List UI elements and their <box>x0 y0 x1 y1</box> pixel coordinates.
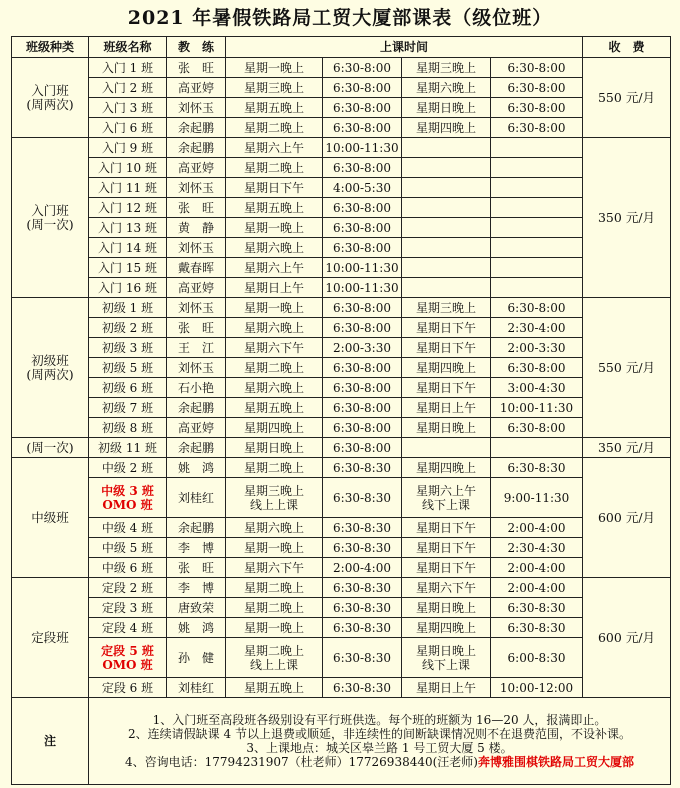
table-row <box>12 478 671 518</box>
coach-name: 余起鹏 <box>167 118 226 138</box>
time-1: 6:30-8:00 <box>323 318 402 338</box>
table-row <box>12 378 671 398</box>
class-name-line-1: 定段 5 班 <box>101 643 154 658</box>
day-1: 星期日下午 <box>226 178 323 198</box>
time-1: 10:00-11:30 <box>323 258 402 278</box>
coach-name: 余起鹏 <box>167 518 226 538</box>
note-line <box>89 713 670 727</box>
time-2: 6:00-8:30 <box>491 638 583 678</box>
class-name: 入门 12 班 <box>89 198 167 218</box>
page-title: 2021 年暑假铁路局工贸大厦部课表（级位班） <box>127 7 553 29</box>
header-category: 班级种类 <box>12 37 89 58</box>
note-line <box>89 755 670 769</box>
coach-name: 余起鹏 <box>167 438 226 458</box>
category-cell <box>12 58 89 138</box>
time-1: 6:30-8:00 <box>323 418 402 438</box>
day-2: 星期日晚上 <box>402 598 491 618</box>
category-label: (周一次) <box>26 439 74 455</box>
category-label: (周一次) <box>26 216 74 232</box>
time-2 <box>491 438 583 458</box>
class-name: 中级 5 班 <box>89 538 167 558</box>
fee-cell: 600 元/月 <box>583 458 671 578</box>
time-2: 2:30-4:00 <box>491 318 583 338</box>
day-2-line-2: 线下上课 <box>421 497 470 512</box>
day-1: 星期一晚上 <box>226 618 323 638</box>
class-name: 入门 1 班 <box>89 58 167 78</box>
day-1: 星期五晚上 <box>226 398 323 418</box>
time-1: 6:30-8:30 <box>323 578 402 598</box>
day-1: 星期六下午 <box>226 558 323 578</box>
notes-row <box>12 698 671 785</box>
notes-content <box>89 698 671 785</box>
day-1: 星期一晚上 <box>226 538 323 558</box>
day-1-line-2: 线上上课 <box>249 657 298 672</box>
time-2: 6:30-8:00 <box>491 358 583 378</box>
coach-name: 张 旺 <box>167 198 226 218</box>
coach-name: 高亚婷 <box>167 278 226 298</box>
day-2: 星期日晚上 <box>402 98 491 118</box>
day-2 <box>402 278 491 298</box>
day-1-line-1: 星期三晚上 <box>243 483 304 498</box>
coach-name: 黄 静 <box>167 218 226 238</box>
category-label: 入门班 <box>31 202 69 218</box>
time-2 <box>491 178 583 198</box>
coach-name: 姚 鸿 <box>167 618 226 638</box>
notes-label: 注 <box>12 698 89 785</box>
time-2: 2:00-4:00 <box>491 558 583 578</box>
day-2 <box>402 238 491 258</box>
coach-name: 戴春晖 <box>167 258 226 278</box>
fee-cell: 600 元/月 <box>583 578 671 698</box>
class-name: 入门 10 班 <box>89 158 167 178</box>
header-class: 班级名称 <box>89 37 167 58</box>
time-2: 10:00-11:30 <box>491 398 583 418</box>
day-2 <box>402 438 491 458</box>
table-row <box>12 578 671 598</box>
time-2 <box>491 158 583 178</box>
day-2: 星期六晚上 <box>402 78 491 98</box>
table-row <box>12 178 671 198</box>
day-1: 星期一晚上 <box>226 218 323 238</box>
day-1: 星期六晚上 <box>226 318 323 338</box>
time-1: 6:30-8:30 <box>323 598 402 618</box>
table-row <box>12 58 671 78</box>
time-2: 6:30-8:00 <box>491 78 583 98</box>
table-row <box>12 438 671 458</box>
category-label: 中级班 <box>31 509 69 525</box>
class-name: 初级 11 班 <box>89 438 167 458</box>
time-1: 4:00-5:30 <box>323 178 402 198</box>
table-row <box>12 638 671 678</box>
day-2 <box>402 158 491 178</box>
day-1: 星期四晚上 <box>226 418 323 438</box>
time-1: 6:30-8:30 <box>323 638 402 678</box>
class-name: 中级 4 班 <box>89 518 167 538</box>
category-cell <box>12 138 89 298</box>
class-name-line-2: OMO 班 <box>102 497 153 512</box>
coach-name: 王 江 <box>167 338 226 358</box>
category-cell <box>12 298 89 438</box>
coach-name: 刘怀玉 <box>167 178 226 198</box>
day-1 <box>226 638 323 678</box>
day-2-line-2: 线下上课 <box>421 657 470 672</box>
table-row <box>12 518 671 538</box>
day-2: 星期四晚上 <box>402 618 491 638</box>
day-2: 星期日下午 <box>402 538 491 558</box>
time-2: 2:00-4:00 <box>491 518 583 538</box>
time-1: 6:30-8:00 <box>323 58 402 78</box>
time-2: 2:30-4:30 <box>491 538 583 558</box>
day-1: 星期二晚上 <box>226 118 323 138</box>
coach-name: 唐致荣 <box>167 598 226 618</box>
note-text: 4、咨询电话：17794231907（杜老师）17726938440(汪老师) <box>125 755 478 769</box>
day-2 <box>402 638 491 678</box>
coach-name: 刘怀玉 <box>167 98 226 118</box>
day-1: 星期六上午 <box>226 258 323 278</box>
time-2: 6:30-8:00 <box>491 298 583 318</box>
coach-name: 姚 鸿 <box>167 458 226 478</box>
day-1-line-1: 星期二晚上 <box>243 643 304 658</box>
time-2: 6:30-8:00 <box>491 98 583 118</box>
day-1: 星期二晚上 <box>226 158 323 178</box>
time-1: 6:30-8:30 <box>323 518 402 538</box>
class-name-line-2: OMO 班 <box>102 657 153 672</box>
time-2: 6:30-8:00 <box>491 118 583 138</box>
coach-name: 张 旺 <box>167 58 226 78</box>
class-name: 初级 3 班 <box>89 338 167 358</box>
time-1: 6:30-8:30 <box>323 678 402 698</box>
class-name: 定段 6 班 <box>89 678 167 698</box>
category-label: (周两次) <box>26 366 74 382</box>
day-2 <box>402 138 491 158</box>
day-2: 星期日晚上 <box>402 418 491 438</box>
coach-name: 刘怀玉 <box>167 298 226 318</box>
coach-name: 张 旺 <box>167 318 226 338</box>
time-2: 6:30-8:30 <box>491 618 583 638</box>
time-2 <box>491 218 583 238</box>
day-1: 星期二晚上 <box>226 458 323 478</box>
time-1: 10:00-11:30 <box>323 278 402 298</box>
day-2-line-1: 星期日晚上 <box>415 643 476 658</box>
class-name: 入门 15 班 <box>89 258 167 278</box>
schedule-table <box>11 36 671 785</box>
time-2: 2:00-3:30 <box>491 338 583 358</box>
table-row <box>12 238 671 258</box>
day-2: 星期四晚上 <box>402 458 491 478</box>
table-row <box>12 358 671 378</box>
day-1: 星期二晚上 <box>226 358 323 378</box>
day-1: 星期五晚上 <box>226 98 323 118</box>
class-name <box>89 638 167 678</box>
time-1: 6:30-8:00 <box>323 98 402 118</box>
time-2: 6:30-8:30 <box>491 598 583 618</box>
note-text: 1、入门班至高段班各级别设有平行班供选。每个班的班额为 16—20 人，报满即止。 <box>152 713 607 727</box>
header-coach: 教 练 <box>167 37 226 58</box>
table-row <box>12 98 671 118</box>
time-1: 6:30-8:00 <box>323 378 402 398</box>
table-row <box>12 558 671 578</box>
time-1: 6:30-8:00 <box>323 218 402 238</box>
coach-name: 高亚婷 <box>167 418 226 438</box>
class-name: 初级 1 班 <box>89 298 167 318</box>
note-text: 3、上课地点：城关区皋兰路 1 号工贸大厦 5 楼。 <box>246 741 513 755</box>
day-2 <box>402 218 491 238</box>
class-name: 初级 2 班 <box>89 318 167 338</box>
day-1-line-2: 线上上课 <box>249 497 298 512</box>
class-name: 初级 7 班 <box>89 398 167 418</box>
coach-name: 刘桂红 <box>167 678 226 698</box>
class-name: 定段 3 班 <box>89 598 167 618</box>
day-2: 星期日下午 <box>402 338 491 358</box>
table-row <box>12 218 671 238</box>
class-name-line-1: 中级 3 班 <box>101 483 154 498</box>
time-1: 6:30-8:00 <box>323 358 402 378</box>
coach-name: 李 博 <box>167 538 226 558</box>
class-name: 入门 11 班 <box>89 178 167 198</box>
class-name: 入门 9 班 <box>89 138 167 158</box>
day-2 <box>402 478 491 518</box>
table-row <box>12 298 671 318</box>
table-row <box>12 318 671 338</box>
day-2 <box>402 198 491 218</box>
note-line <box>89 727 670 741</box>
time-1: 10:00-11:30 <box>323 138 402 158</box>
coach-name: 高亚婷 <box>167 78 226 98</box>
class-name: 入门 13 班 <box>89 218 167 238</box>
time-1: 6:30-8:00 <box>323 78 402 98</box>
table-row <box>12 198 671 218</box>
category-cell <box>12 578 89 698</box>
time-2: 10:00-12:00 <box>491 678 583 698</box>
class-name: 初级 8 班 <box>89 418 167 438</box>
table-row <box>12 618 671 638</box>
time-2 <box>491 198 583 218</box>
day-1 <box>226 478 323 518</box>
time-1: 6:30-8:00 <box>323 438 402 458</box>
coach-name: 李 博 <box>167 578 226 598</box>
time-1: 6:30-8:00 <box>323 158 402 178</box>
class-name: 入门 16 班 <box>89 278 167 298</box>
coach-name: 刘桂红 <box>167 478 226 518</box>
class-name: 入门 3 班 <box>89 98 167 118</box>
table-row <box>12 258 671 278</box>
coach-name: 余起鹏 <box>167 138 226 158</box>
time-2: 6:30-8:00 <box>491 418 583 438</box>
day-2 <box>402 178 491 198</box>
day-1: 星期日晚上 <box>226 438 323 458</box>
day-1: 星期日上午 <box>226 278 323 298</box>
coach-name: 刘怀玉 <box>167 358 226 378</box>
header-time: 上课时间 <box>226 37 583 58</box>
day-1: 星期三晚上 <box>226 78 323 98</box>
category-cell <box>12 458 89 578</box>
coach-name: 孙 健 <box>167 638 226 678</box>
time-1: 6:30-8:00 <box>323 118 402 138</box>
time-2 <box>491 238 583 258</box>
day-1: 星期六晚上 <box>226 378 323 398</box>
time-1: 6:30-8:30 <box>323 538 402 558</box>
time-2 <box>491 258 583 278</box>
coach-name: 石小艳 <box>167 378 226 398</box>
day-2: 星期四晚上 <box>402 118 491 138</box>
organization-name: 奔博雅围棋铁路局工贸大厦部 <box>477 755 634 769</box>
table-row <box>12 78 671 98</box>
table-row <box>12 278 671 298</box>
day-2: 星期三晚上 <box>402 58 491 78</box>
category-cell <box>12 438 89 458</box>
class-name: 初级 6 班 <box>89 378 167 398</box>
coach-name: 张 旺 <box>167 558 226 578</box>
class-name: 初级 5 班 <box>89 358 167 378</box>
day-2: 星期四晚上 <box>402 358 491 378</box>
day-1: 星期二晚上 <box>226 578 323 598</box>
table-header-row <box>12 37 671 58</box>
time-1: 6:30-8:30 <box>323 618 402 638</box>
day-1: 星期二晚上 <box>226 598 323 618</box>
day-2: 星期日下午 <box>402 558 491 578</box>
table-row <box>12 338 671 358</box>
table-row <box>12 418 671 438</box>
time-1: 6:30-8:30 <box>323 458 402 478</box>
day-2: 星期日下午 <box>402 318 491 338</box>
day-1: 星期一晚上 <box>226 58 323 78</box>
time-2: 2:00-4:00 <box>491 578 583 598</box>
day-1: 星期一晚上 <box>226 298 323 318</box>
time-1: 6:30-8:00 <box>323 298 402 318</box>
category-label: (周两次) <box>26 96 74 112</box>
fee-cell: 350 元/月 <box>583 138 671 298</box>
day-1: 星期五晚上 <box>226 198 323 218</box>
time-1: 2:00-3:30 <box>323 338 402 358</box>
note-line <box>89 741 670 755</box>
category-label: 入门班 <box>31 82 69 98</box>
day-2-line-1: 星期六上午 <box>415 483 476 498</box>
day-2: 星期日下午 <box>402 518 491 538</box>
class-name: 入门 14 班 <box>89 238 167 258</box>
time-2: 6:30-8:00 <box>491 58 583 78</box>
class-name: 入门 2 班 <box>89 78 167 98</box>
category-label: 定段班 <box>31 629 69 645</box>
table-row <box>12 138 671 158</box>
time-1: 6:30-8:00 <box>323 198 402 218</box>
table-row <box>12 458 671 478</box>
fee-cell: 350 元/月 <box>583 438 671 458</box>
time-2: 3:00-4:30 <box>491 378 583 398</box>
class-name: 入门 6 班 <box>89 118 167 138</box>
class-name: 定段 2 班 <box>89 578 167 598</box>
table-row <box>12 598 671 618</box>
time-2: 6:30-8:30 <box>491 458 583 478</box>
day-1: 星期六晚上 <box>226 238 323 258</box>
table-row <box>12 678 671 698</box>
time-2: 9:00-11:30 <box>491 478 583 518</box>
day-1: 星期六上午 <box>226 138 323 158</box>
header-fee: 收 费 <box>583 37 671 58</box>
time-1: 6:30-8:30 <box>323 478 402 518</box>
table-row <box>12 158 671 178</box>
coach-name: 刘怀玉 <box>167 238 226 258</box>
class-name: 定段 4 班 <box>89 618 167 638</box>
class-name: 中级 6 班 <box>89 558 167 578</box>
time-2 <box>491 278 583 298</box>
day-2 <box>402 258 491 278</box>
day-1: 星期六下午 <box>226 338 323 358</box>
day-1: 星期六晚上 <box>226 518 323 538</box>
coach-name: 高亚婷 <box>167 158 226 178</box>
table-row <box>12 118 671 138</box>
table-row <box>12 538 671 558</box>
note-text: 2、连续请假缺课 4 节以上退费或顺延，非连续性的间断缺课情况则不在退费范围，不设补课。 <box>128 727 631 741</box>
table-row <box>12 398 671 418</box>
class-name <box>89 478 167 518</box>
day-2: 星期日上午 <box>402 678 491 698</box>
day-2: 星期日下午 <box>402 378 491 398</box>
time-1: 6:30-8:00 <box>323 238 402 258</box>
coach-name: 余起鹏 <box>167 398 226 418</box>
day-2: 星期日上午 <box>402 398 491 418</box>
day-1: 星期五晚上 <box>226 678 323 698</box>
time-1: 2:00-4:00 <box>323 558 402 578</box>
fee-cell: 550 元/月 <box>583 58 671 138</box>
time-1: 6:30-8:00 <box>323 398 402 418</box>
day-2: 星期六下午 <box>402 578 491 598</box>
day-2: 星期三晚上 <box>402 298 491 318</box>
class-name: 中级 2 班 <box>89 458 167 478</box>
fee-cell: 550 元/月 <box>583 298 671 438</box>
category-label: 初级班 <box>31 352 69 368</box>
time-2 <box>491 138 583 158</box>
